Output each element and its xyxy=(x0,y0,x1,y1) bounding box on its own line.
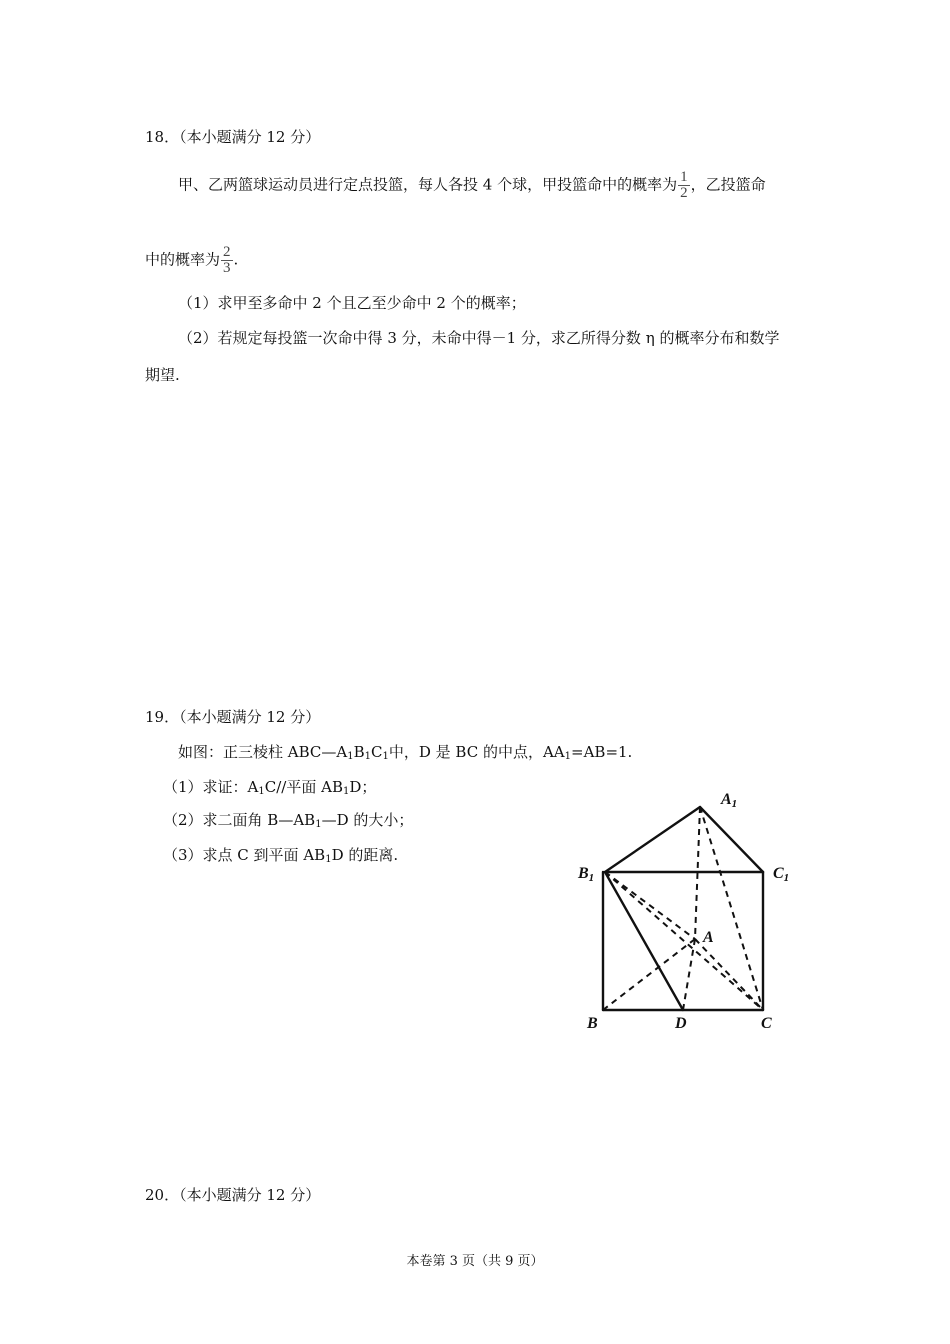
q19-header: 19．（本小题满分 12 分） xyxy=(145,708,321,726)
label-a: A xyxy=(703,929,714,946)
edge-a1-c xyxy=(700,807,763,1010)
edge-b1-d xyxy=(605,872,683,1010)
label-d: D xyxy=(675,1015,687,1032)
q18-part2-continued: 期望. xyxy=(145,366,180,384)
prism-diagram xyxy=(575,782,815,1042)
q18-intro-text-d: . xyxy=(233,250,239,269)
q18-part1: （1）求甲至多命中 2 个且乙至少命中 2 个的概率； xyxy=(178,294,526,312)
label-b1: B1 xyxy=(578,865,595,884)
fraction-two-thirds: $\frac{2}{3}$ xyxy=(223,244,231,276)
q19-intro: 如图：正三棱柱 $ABC—A_1B_1C_1$中，D 是 BC 的中点，$AA_1=AB=1$. xyxy=(178,743,633,762)
edge-b1-a xyxy=(605,872,695,939)
q18-part2: （2）若规定每投篮一次命中得 3 分，未命中得－1 分，求乙所得分数 η 的概率分布和数学 xyxy=(178,329,780,347)
q18-intro-text-a: 甲、乙两篮球运动员进行定点投篮，每人各投 4 个球，甲投篮命中的概率为 xyxy=(178,175,678,194)
q18-intro-text-b: ，乙投篮命 xyxy=(690,175,766,194)
edge-a-c xyxy=(695,939,763,1010)
q19-part1: （1）求证：$A_1C//$平面 $AB_1D$； xyxy=(163,778,377,797)
label-c1: C1 xyxy=(773,865,790,884)
prism-figure xyxy=(575,782,815,1046)
edge-a-d xyxy=(683,939,695,1010)
page-footer: 本卷第 3 页（共 9 页） xyxy=(406,1254,544,1269)
q19-part2: （2）求二面角 $B—AB_1—D$ 的大小； xyxy=(163,811,414,830)
q18-intro-line2 xyxy=(145,245,238,276)
q18-intro-text-c: 中的概率为 xyxy=(145,250,221,269)
q18-header: 18．（本小题满分 12 分） xyxy=(145,128,321,146)
label-a1: A1 xyxy=(721,791,738,810)
label-b: B xyxy=(587,1015,598,1032)
q18-intro-line1 xyxy=(178,170,766,201)
fraction-one-half: $\frac{1}{2}$ xyxy=(680,169,688,201)
q19-part3: （3）求点 C 到平面 $AB_1D$ 的距离. xyxy=(163,846,399,865)
edge-b1-a1 xyxy=(605,807,700,872)
edge-b1-c xyxy=(605,872,763,1010)
q20-header: 20．（本小题满分 12 分） xyxy=(145,1186,321,1204)
label-c: C xyxy=(761,1015,772,1032)
